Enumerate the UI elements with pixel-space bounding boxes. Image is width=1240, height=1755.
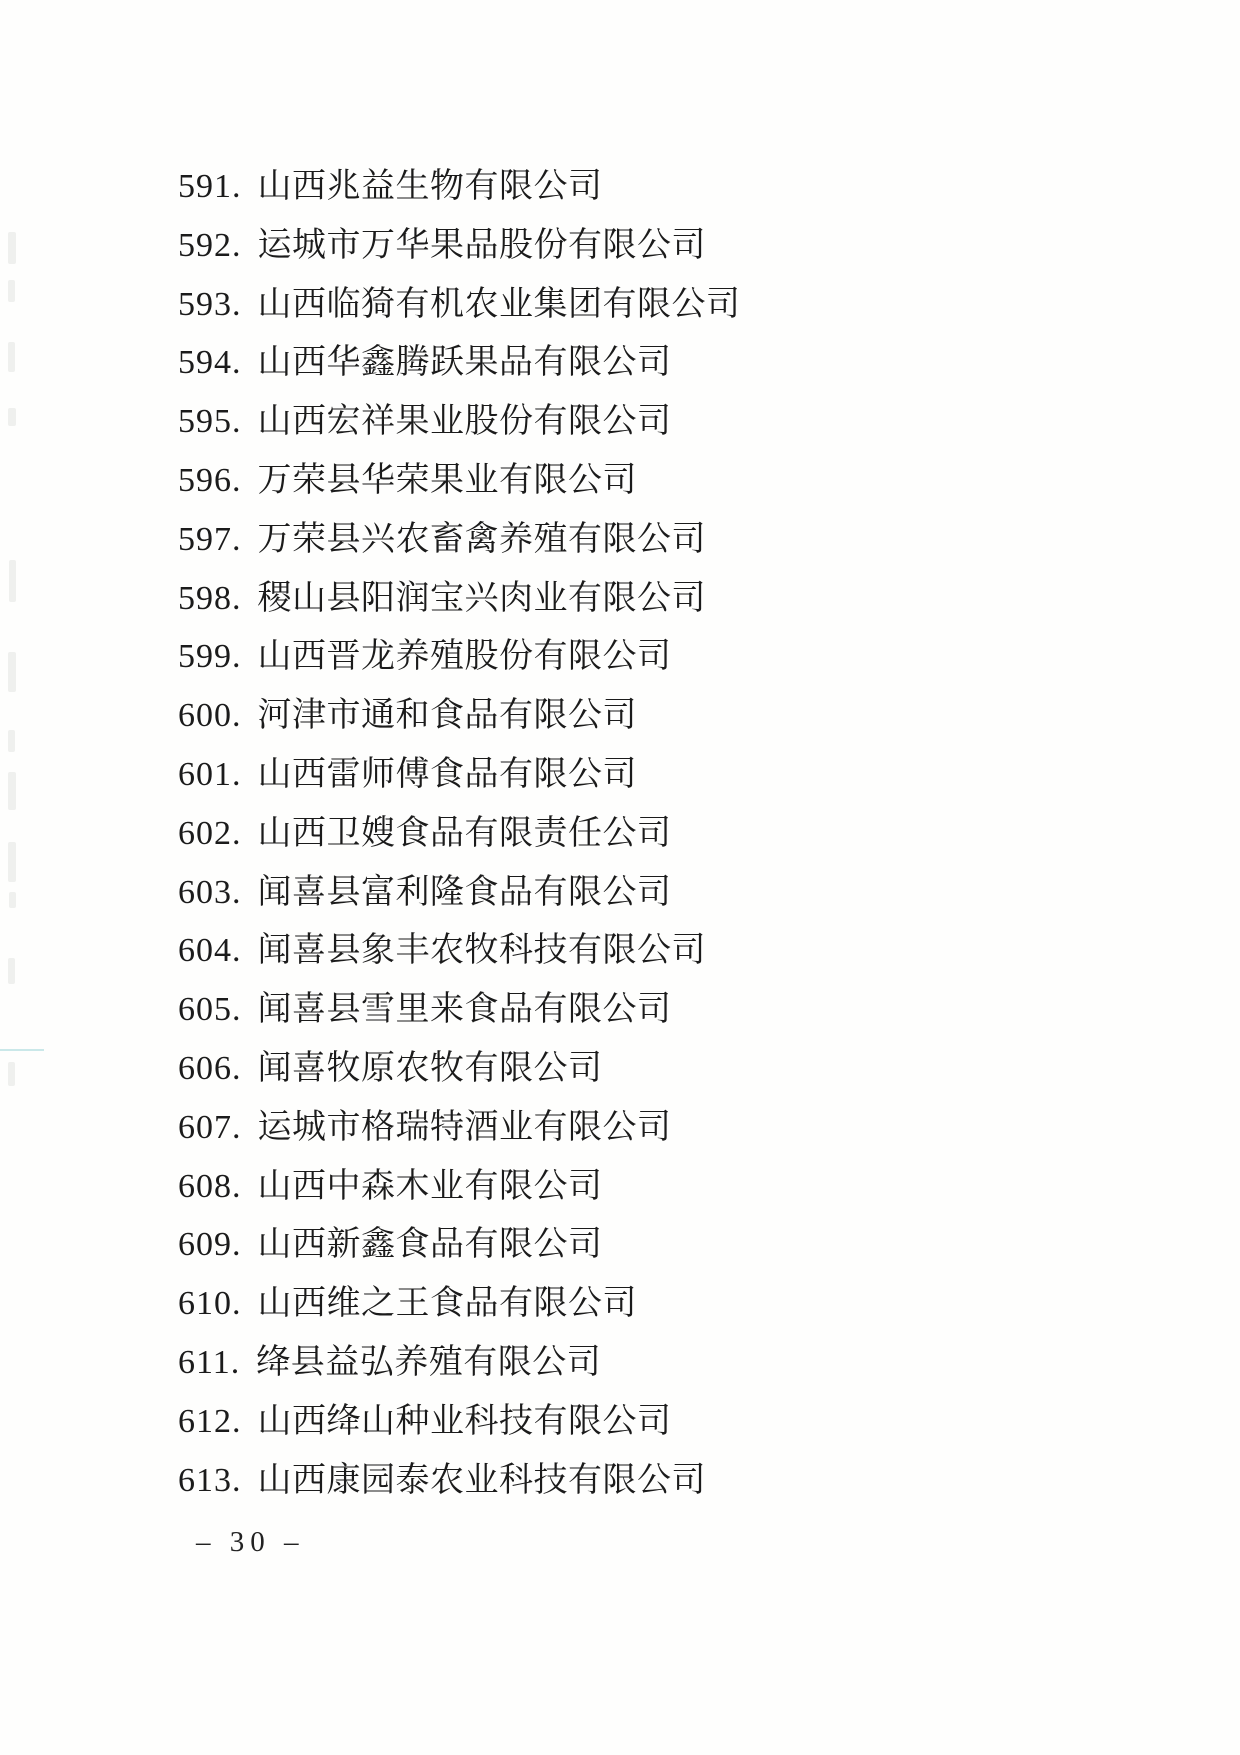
item-number: 600. [178,697,242,735]
item-number: 604. [178,932,242,970]
scan-artifact [8,730,15,752]
company-name: 山西兆益生物有限公司 [257,168,603,205]
list-item [178,1040,1078,1099]
scan-artifact [8,280,15,302]
scan-artifact [8,958,15,984]
list-item [178,158,1078,217]
list-item [178,805,1078,864]
company-name: 山西华鑫腾跃果品有限公司 [257,344,672,382]
scan-artifact [8,1062,15,1086]
company-name: 万荣县兴农畜禽养殖有限公司 [257,520,706,558]
list-item [178,1393,1078,1452]
item-number: 603. [178,873,242,911]
list-item [178,334,1078,393]
item-number: 596. [178,461,242,499]
page-number: – 30 – [196,1526,305,1558]
item-number: 601. [178,755,242,793]
item-number: 608. [178,1167,242,1205]
list-item [178,452,1078,511]
item-number: 607. [178,1108,242,1146]
list-item [178,393,1078,452]
list-item [178,570,1078,629]
item-number: 594. [178,344,242,382]
company-name: 闻喜牧原农牧有限公司 [257,1049,603,1087]
list-item [178,511,1078,570]
scan-artifact [8,842,16,882]
item-number: 605. [178,991,242,1029]
list-item [178,1099,1078,1158]
company-name: 山西维之王食品有限公司 [257,1285,637,1323]
company-name: 山西绛山种业科技有限公司 [257,1402,672,1440]
item-number: 602. [178,814,242,852]
company-name: 闻喜县雪里来食品有限公司 [257,991,672,1029]
scan-artifact [9,560,16,602]
company-name: 绛县益弘养殖有限公司 [256,1343,602,1381]
item-number: 612. [178,1402,242,1440]
item-number: 611. [178,1343,241,1381]
item-number: 592. [178,226,242,264]
item-number: 606. [178,1049,242,1087]
company-name: 运城市格瑞特酒业有限公司 [257,1108,672,1146]
item-number: 609. [178,1226,242,1264]
list-item [178,1158,1078,1217]
item-number: 595. [178,403,242,441]
company-name: 山西卫嫂食品有限责任公司 [257,814,672,852]
item-number: 599. [178,638,242,676]
list-item [178,1275,1078,1334]
company-name: 山西雷师傅食品有限公司 [257,755,637,793]
list-item [178,687,1078,746]
company-name: 山西宏祥果业股份有限公司 [257,403,672,441]
company-name: 山西临猗有机农业集团有限公司 [257,285,741,323]
list-item [178,981,1078,1040]
list-item [178,922,1078,981]
scan-artifact [8,652,16,692]
scan-artifact [0,1049,44,1051]
company-name: 万荣县华荣果业有限公司 [257,461,637,499]
item-number: 598. [178,579,242,617]
company-name: 闻喜县富利隆食品有限公司 [257,873,672,911]
company-name: 闻喜县象丰农牧科技有限公司 [257,932,706,970]
company-name: 山西新鑫食品有限公司 [257,1226,603,1264]
scan-artifact [8,342,15,372]
list-item [178,628,1078,687]
company-name: 山西康园泰农业科技有限公司 [257,1461,706,1499]
list-item [178,1216,1078,1275]
item-number: 593. [178,285,242,323]
scan-artifact [8,408,16,426]
item-number: 610. [178,1285,242,1323]
company-list [178,158,1078,1510]
list-item [178,1452,1078,1511]
company-name: 山西晋龙养殖股份有限公司 [257,638,672,676]
item-number: 597. [178,520,242,558]
scan-artifact [8,232,16,264]
scan-artifact [9,892,16,908]
scan-artifact [8,772,16,810]
list-item [178,1334,1078,1393]
company-name: 河津市通和食品有限公司 [257,697,637,735]
item-number: 613. [178,1461,242,1499]
company-name: 运城市万华果品股份有限公司 [257,226,706,264]
list-item [178,276,1078,335]
list-item [178,746,1078,805]
list-item [178,217,1078,276]
company-name: 山西中森木业有限公司 [257,1167,603,1205]
item-number: 591. [178,168,242,205]
list-item [178,864,1078,923]
company-name: 稷山县阳润宝兴肉业有限公司 [257,579,706,617]
